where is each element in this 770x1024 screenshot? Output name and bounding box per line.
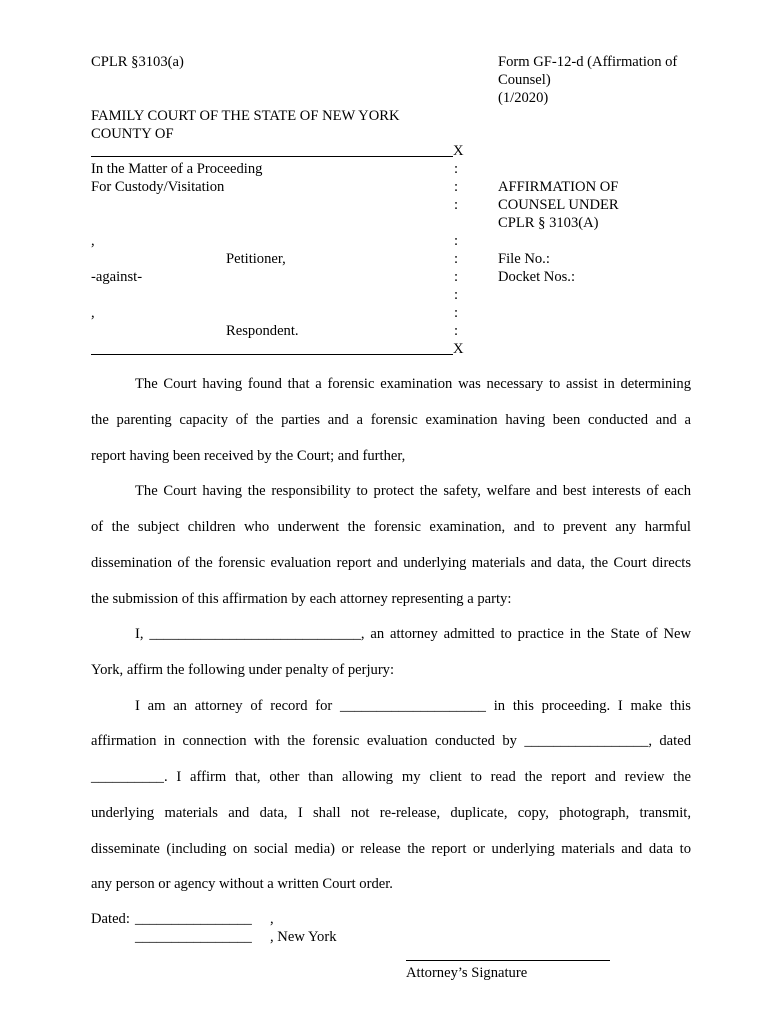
dated-blank: ________________ <box>135 911 252 927</box>
caption-colon: : <box>454 179 459 195</box>
county-label: COUNTY OF <box>91 126 174 142</box>
document-title-line3: CPLR § 3103(A) <box>498 215 599 231</box>
signature-label: Attorney’s Signature <box>406 965 528 981</box>
caption-colon: : <box>454 323 459 339</box>
caption-colon: : <box>454 287 459 303</box>
paragraph-1-line: the parenting capacity of the parties and a forensic examination having been conducted and a <box>91 412 691 428</box>
paragraph-3-line: I, _____________________________, an attorney admitted to practice in the State of New <box>135 626 691 642</box>
caption-colon: : <box>454 251 459 267</box>
form-number: Form GF-12-d (Affirmation of <box>498 54 678 70</box>
paragraph-3-line: York, affirm the following under penalty of perjury: <box>91 662 395 678</box>
form-date: (1/2020) <box>498 90 549 106</box>
matter-line1: In the Matter of a Proceeding <box>91 161 263 177</box>
paragraph-4-line: underlying materials and data, I shall not re-release, duplicate, copy, photograph, transmit, <box>91 805 691 821</box>
paragraph-2-line: the submission of this affirmation by each attorney representing a party: <box>91 591 512 607</box>
paragraph-4-line: __________. I affirm that, other than allowing my client to read the report and review the <box>91 769 691 785</box>
docket-numbers-label: Docket Nos.: <box>498 269 576 285</box>
document-title-line2: COUNSEL UNDER <box>498 197 619 213</box>
paragraph-4-line: affirmation in connection with the forensic evaluation conducted by _________________, dated <box>91 733 691 749</box>
against-label: -against- <box>91 269 143 285</box>
caption-colon: : <box>454 269 459 285</box>
statute-citation: CPLR §3103(a) <box>91 54 184 70</box>
paragraph-2-line: The Court having the responsibility to protect the safety, welfare and best interests of each <box>135 483 691 499</box>
caption-colon: : <box>454 161 459 177</box>
paragraph-1-line: report having been received by the Court; and further, <box>91 448 406 464</box>
caption-colon: : <box>454 233 459 249</box>
dated-comma: , <box>270 911 274 927</box>
file-number-label: File No.: <box>498 251 550 267</box>
caption-x-top: X <box>453 143 464 159</box>
caption-colon: : <box>454 305 459 321</box>
court-name: FAMILY COURT OF THE STATE OF NEW YORK <box>91 108 400 124</box>
caption-top-rule <box>91 156 453 157</box>
petitioner-name-comma: , <box>91 233 95 249</box>
paragraph-2-line: dissemination of the forensic evaluation report and underlying materials and data, the Court directs <box>91 555 691 571</box>
paragraph-4-line: disseminate (including on social media) or release the report or underlying materials and data to <box>91 841 691 857</box>
paragraph-4-line: any person or agency without a written Court order. <box>91 876 393 892</box>
caption-bottom-rule <box>91 354 453 355</box>
new-york-label: , New York <box>270 929 337 945</box>
respondent-label: Respondent. <box>226 323 299 339</box>
signature-line <box>406 960 610 961</box>
document-title-line1: AFFIRMATION OF <box>498 179 619 195</box>
petitioner-label: Petitioner, <box>226 251 286 267</box>
paragraph-4-line: I am an attorney of record for ____________________ in this proceeding. I make this <box>135 698 691 714</box>
location-blank: ________________ <box>135 929 252 945</box>
caption-colon: : <box>454 197 459 213</box>
paragraph-1-line: The Court having found that a forensic examination was necessary to assist in determining <box>135 376 691 392</box>
matter-line2: For Custody/Visitation <box>91 179 225 195</box>
caption-x-bottom: X <box>453 341 464 357</box>
respondent-name-comma: , <box>91 305 95 321</box>
form-number-line2: Counsel) <box>498 72 551 88</box>
paragraph-2-line: of the subject children who underwent the forensic examination, and to prevent any harmful <box>91 519 691 535</box>
dated-label: Dated: <box>91 911 130 927</box>
